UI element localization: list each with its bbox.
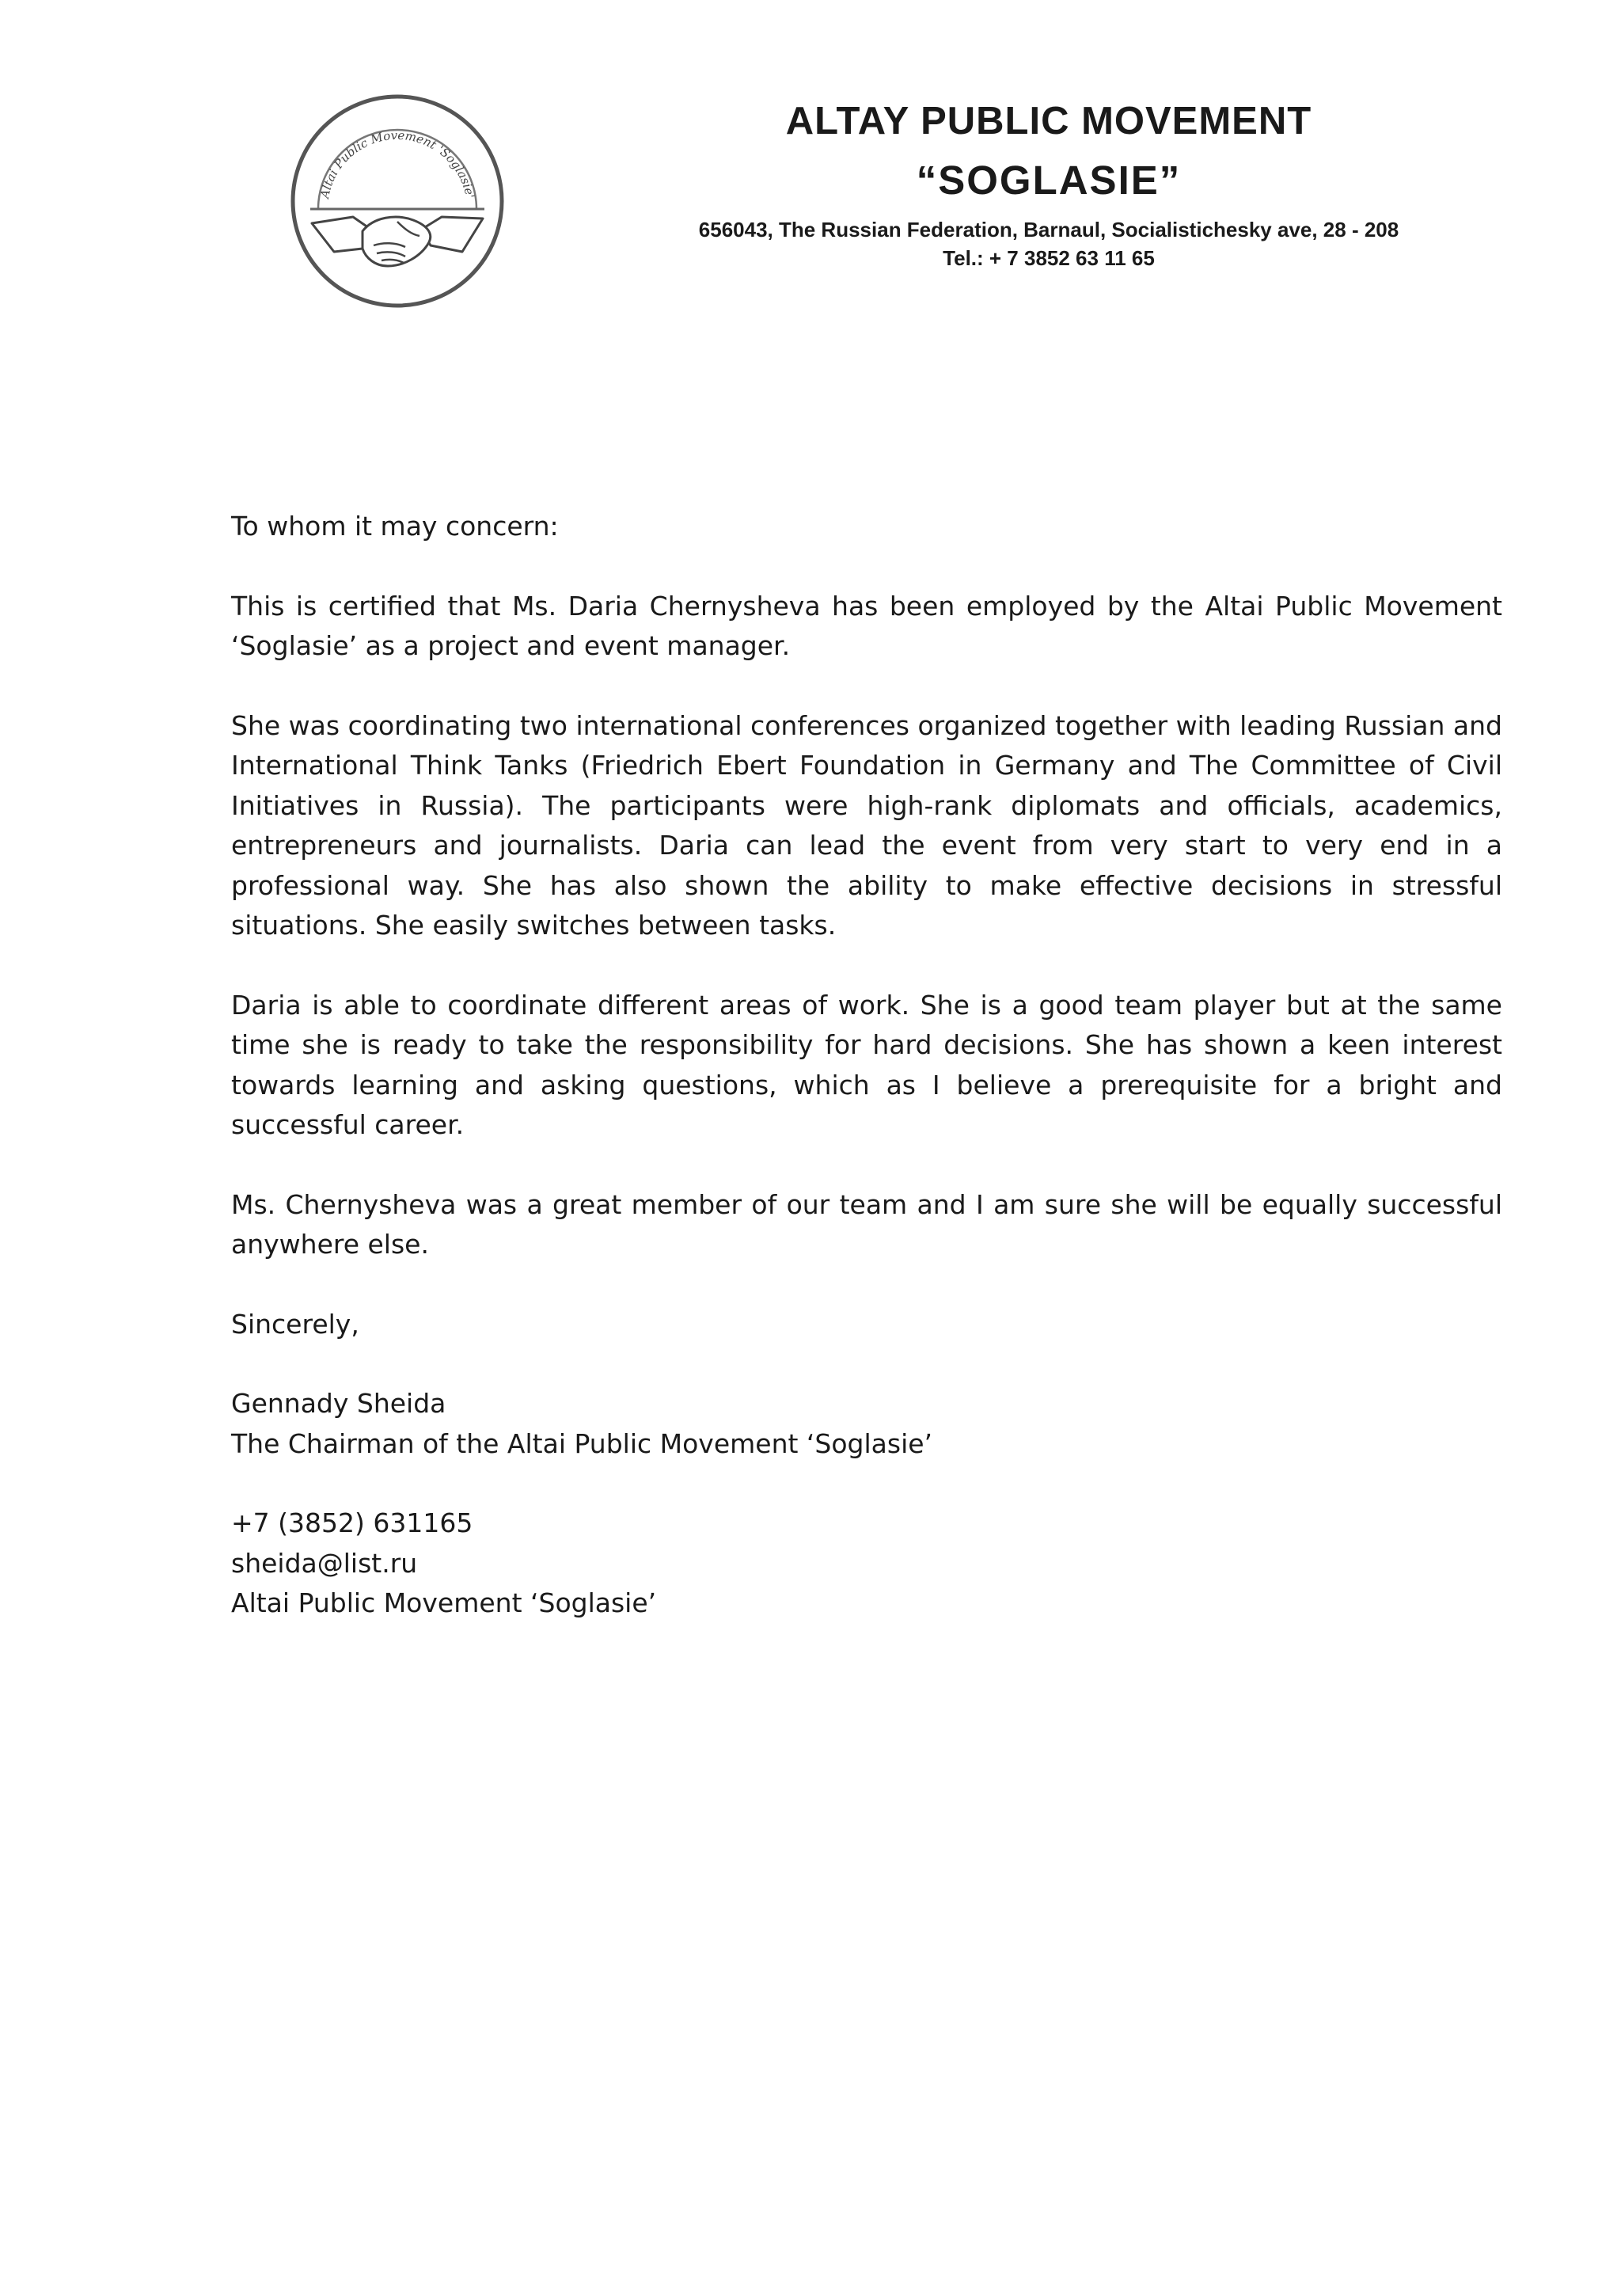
organization-short-name: “SOGLASIE”: [916, 158, 1182, 203]
paragraph-employment: This is certified that Ms. Daria Chernysheva has been employed by the Altai Public Movement ‘Soglasie’ as a project and event manager.: [231, 590, 1502, 661]
handshake-logo-icon: [287, 90, 508, 312]
organization-address: 656043, The Russian Federation, Barnaul, Socialistichesky ave, 28 - 208: [698, 218, 1399, 241]
salutation: To whom it may concern:: [231, 511, 559, 542]
contact-organization: Altai Public Movement ‘Soglasie’: [231, 1587, 657, 1618]
signature-block: [231, 1384, 1502, 1464]
contact-phone: +7 (3852) 631165: [231, 1507, 473, 1538]
signatory-title: The Chairman of the Altai Public Movement ‘Soglasie’: [231, 1427, 933, 1459]
contact-block: [231, 1503, 1502, 1624]
organization-name: ALTAY PUBLIC MOVEMENT: [785, 100, 1312, 143]
paragraph-recommendation: Ms. Chernysheva was a great member of our team and I am sure she will be equally successful anywhere else.: [231, 1188, 1502, 1260]
signatory-name: Gennady Sheida: [231, 1388, 446, 1419]
paragraph-skills: Daria is able to coordinate different areas of work. She is a good team player but at the same time she is ready to take the responsibility for hard decisions. She has shown a keen interest towards learning and asking questions, which as I believe a prerequisite for a bright and successful career.: [231, 989, 1502, 1140]
organization-phone: Tel.: + 7 3852 63 11 65: [943, 246, 1155, 270]
closing: Sincerely,: [231, 1308, 359, 1340]
organization-logo: [287, 90, 508, 312]
letterhead: [602, 93, 1496, 272]
contact-email[interactable]: sheida@list.ru: [231, 1547, 418, 1579]
logo-arc-text: Altai Public Movement 'Soglasie': [317, 127, 477, 200]
letter-body: [231, 507, 1502, 1624]
paragraph-conferences: She was coordinating two international conferences organized together with leading Russian and International Think Tanks (Friedrich Ebert Foundation in Germany and The Committee of Civil Initiatives in Russia). The participants were high-rank diplomats and officials, academics, entrepreneurs and journalists. Daria can lead the event from very start to very end in a professional way. She has also shown the ability to make effective decisions in stressful situations. She easily switches between tasks.: [231, 709, 1502, 941]
